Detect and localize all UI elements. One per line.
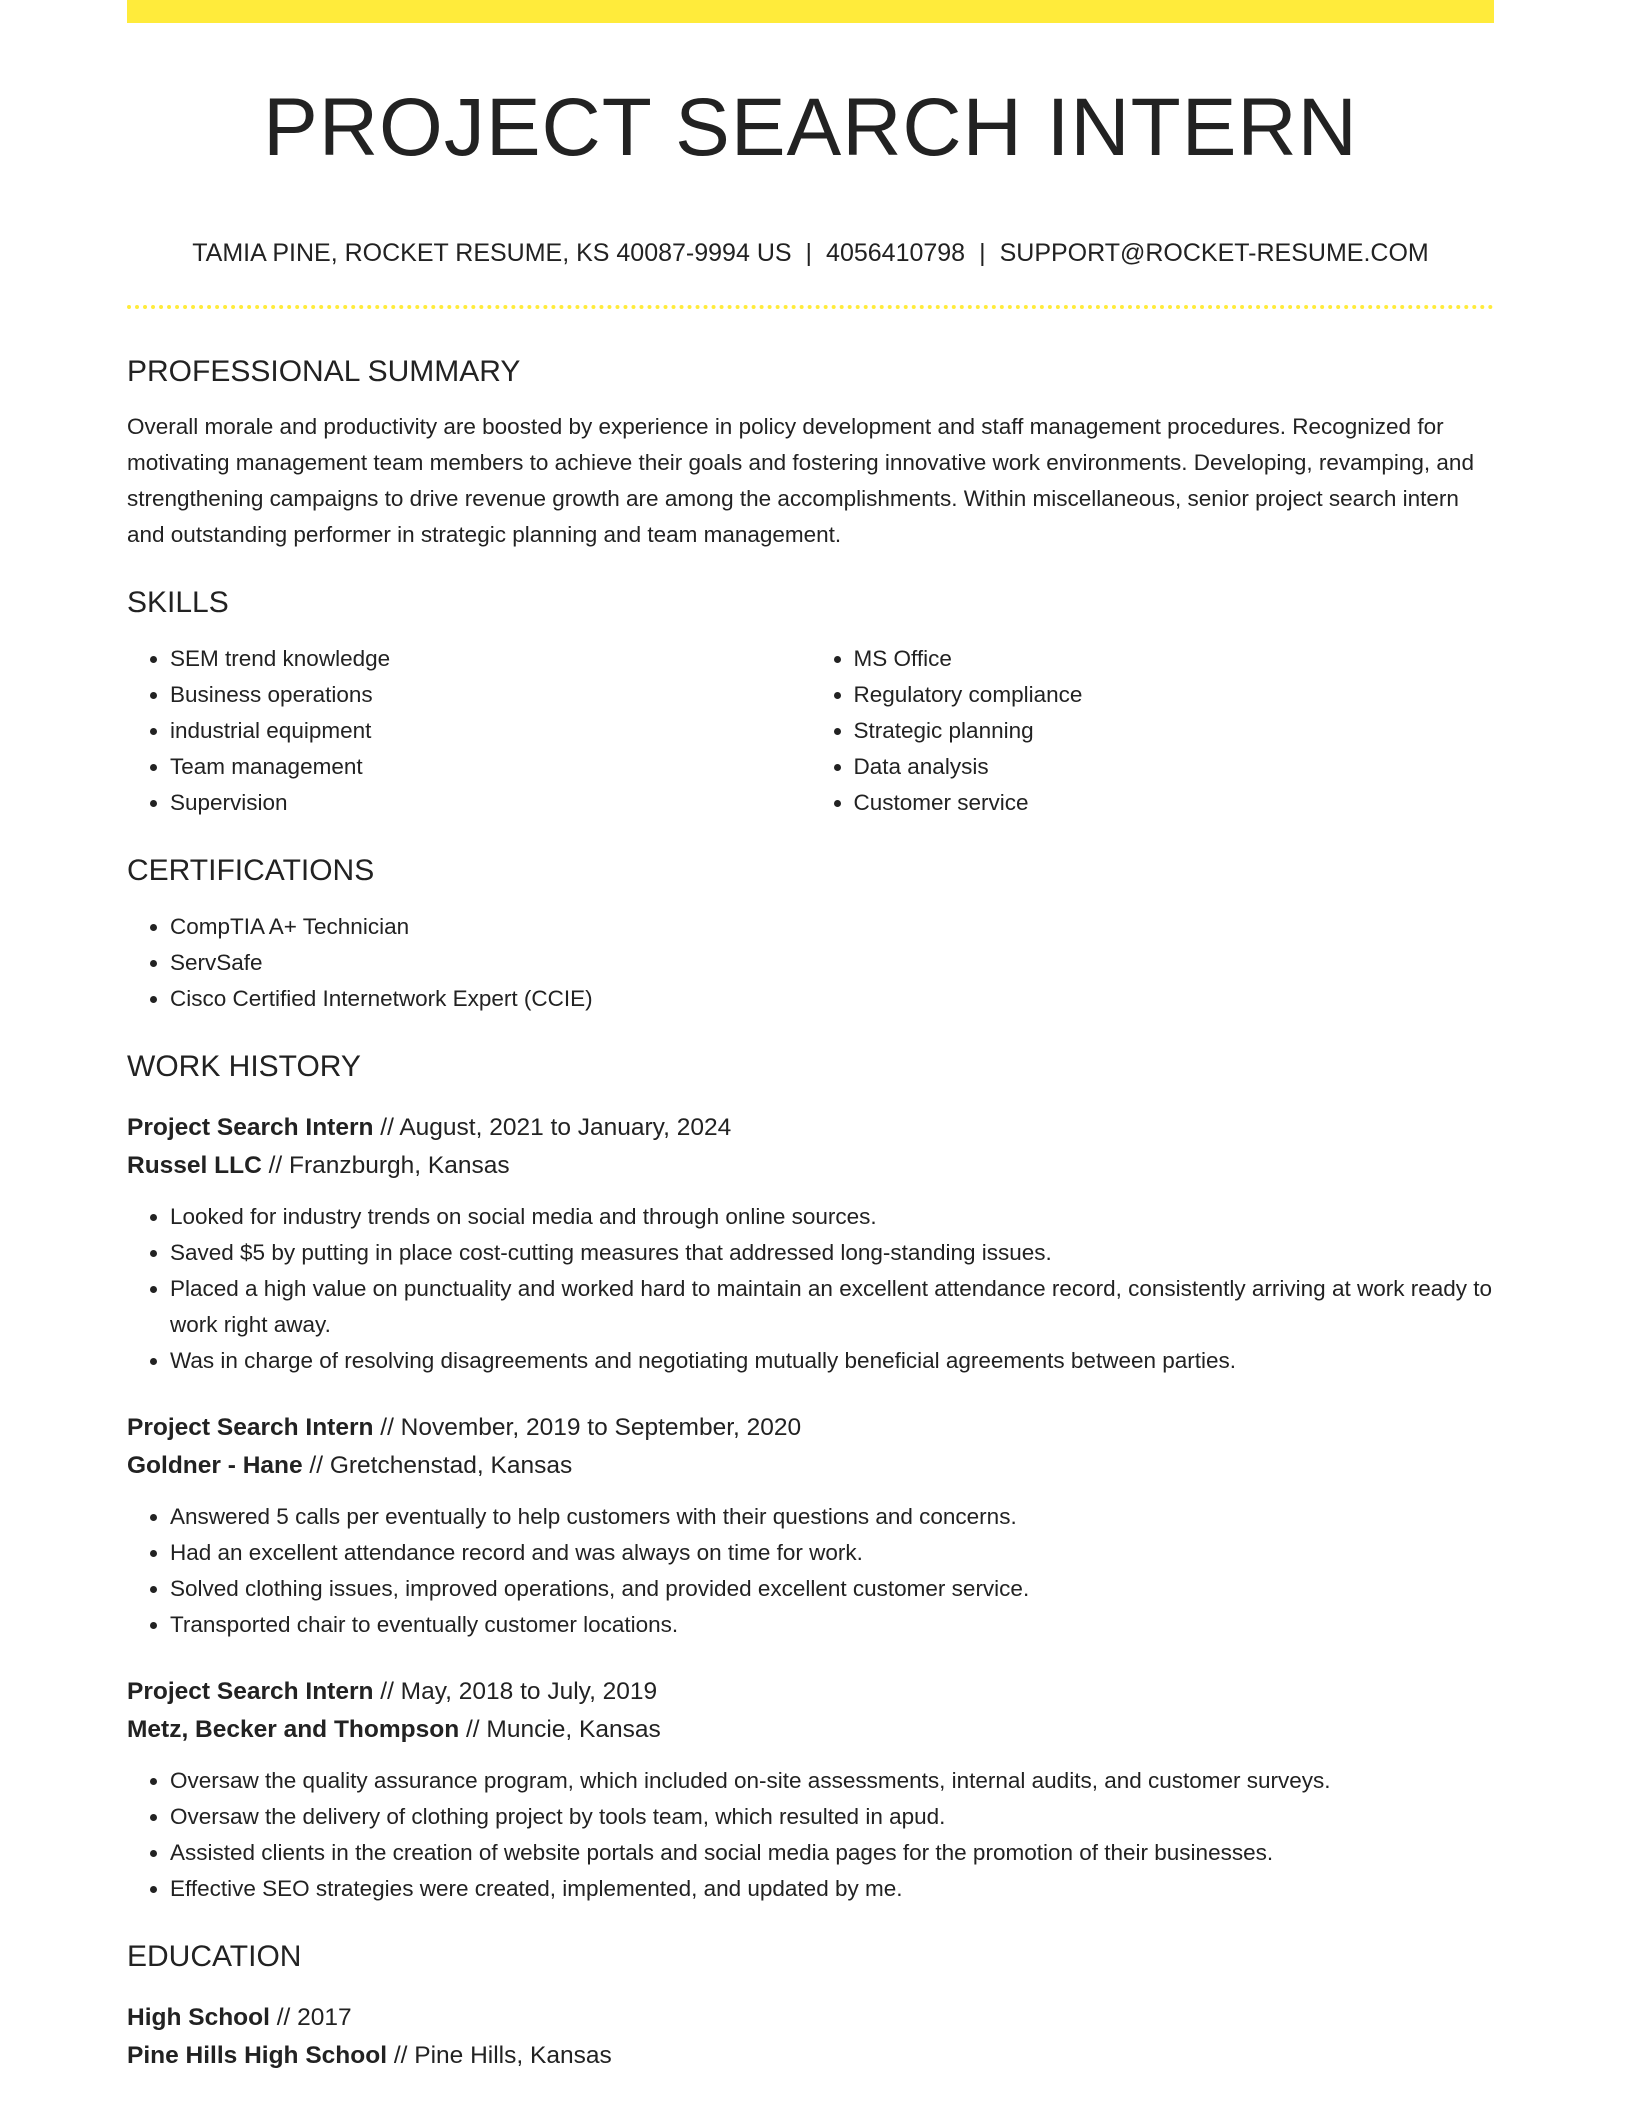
job-dates: // November, 2019 to September, 2020 — [380, 1414, 802, 1441]
skills-section — [127, 583, 1494, 821]
certifications-list — [127, 909, 1494, 1017]
summary-heading: PROFESSIONAL SUMMARY — [127, 355, 521, 388]
skills-heading: SKILLS — [127, 586, 229, 619]
job-title-line — [127, 1673, 1494, 1711]
job-company: Metz, Becker and Thompson — [127, 1716, 460, 1743]
job-company-line — [127, 1147, 1494, 1185]
certification-item: • Cisco Certified Internetwork Expert (CCIE) — [170, 981, 1494, 1017]
job-dates: // August, 2021 to January, 2024 — [380, 1114, 732, 1141]
job-bullet: • Answered 5 calls per eventually to help customers with their questions and concerns. — [170, 1499, 1494, 1535]
job-bullet: • Was in charge of resolving disagreements and negotiating mutually beneficial agreements between parties. — [170, 1343, 1494, 1379]
job-bullet: • Placed a high value on punctuality and worked hard to maintain an excellent attendance record, consistently arriving at work ready to work right away. — [170, 1271, 1494, 1343]
resume-sections — [127, 352, 1494, 2075]
skills-left-list — [127, 641, 811, 821]
education-school: Pine Hills High School — [127, 2042, 388, 2069]
job-bullets — [127, 1499, 1494, 1643]
job-location: // Franzburgh, Kansas — [268, 1152, 510, 1179]
job-location: // Muncie, Kansas — [465, 1716, 661, 1743]
education-section — [127, 1937, 1494, 2075]
skill-item: • Supervision — [170, 785, 811, 821]
contact-phone: 4056410798 — [826, 239, 966, 267]
contact-separator: | — [805, 239, 813, 267]
skill-item: • Data analysis — [854, 749, 1495, 785]
job-title-line — [127, 1109, 1494, 1147]
dotted-divider — [127, 305, 1494, 309]
certifications-heading: CERTIFICATIONS — [127, 854, 375, 887]
contact-address: TAMIA PINE, ROCKET RESUME, KS 40087-9994 US — [192, 239, 792, 267]
job-bullets — [127, 1199, 1494, 1379]
contact-line — [127, 236, 1494, 270]
job-location: // Gretchenstad, Kansas — [309, 1452, 573, 1479]
skill-item: • Business operations — [170, 677, 811, 713]
summary-section — [127, 352, 1494, 553]
job-title-line — [127, 1409, 1494, 1447]
certifications-section — [127, 851, 1494, 1017]
job-company-line — [127, 1447, 1494, 1485]
accent-top-bar — [127, 0, 1494, 23]
work-history-heading: WORK HISTORY — [127, 1050, 361, 1083]
job-bullet: • Transported chair to eventually customer locations. — [170, 1607, 1494, 1643]
skill-item: • MS Office — [854, 641, 1495, 677]
job-company: Goldner - Hane — [127, 1452, 303, 1479]
education-school-line — [127, 2037, 1494, 2075]
job-dates: // May, 2018 to July, 2019 — [380, 1678, 658, 1705]
job-bullet: • Assisted clients in the creation of website portals and social media pages for the promotion of their businesses. — [170, 1835, 1494, 1871]
certification-item: • ServSafe — [170, 945, 1494, 981]
job-entry — [127, 1109, 1494, 1379]
job-title: Project Search Intern — [127, 1414, 374, 1441]
job-company: Russel LLC — [127, 1152, 262, 1179]
job-company-line — [127, 1711, 1494, 1749]
job-bullet: • Solved clothing issues, improved operations, and provided excellent customer service. — [170, 1571, 1494, 1607]
resume-title: PROJECT SEARCH INTERN — [263, 82, 1358, 173]
certification-item: • CompTIA A+ Technician — [170, 909, 1494, 945]
summary-text: Overall morale and productivity are boosted by experience in policy development and staff management procedures. Recognized for motivating management team members to achieve their goals and fostering innovative work environments. Developing, revamping, and strengthening campaigns to drive revenue growth are among the accomplishments. Within miscellaneous, senior project search intern and outstanding performer in strategic planning and team management. — [127, 414, 1474, 547]
work-history-section — [127, 1047, 1494, 1907]
education-entry — [127, 1999, 1494, 2075]
job-bullet: • Had an excellent attendance record and was always on time for work. — [170, 1535, 1494, 1571]
education-heading: EDUCATION — [127, 1940, 302, 1973]
skill-item: • industrial equipment — [170, 713, 811, 749]
education-degree-line — [127, 1999, 1494, 2037]
skill-item: • Regulatory compliance — [854, 677, 1495, 713]
education-location: // Pine Hills, Kansas — [393, 2042, 612, 2069]
job-bullet: • Oversaw the delivery of clothing project by tools team, which resulted in apud. — [170, 1799, 1494, 1835]
job-entry — [127, 1409, 1494, 1643]
job-bullet: • Looked for industry trends on social media and through online sources. — [170, 1199, 1494, 1235]
job-bullet: • Oversaw the quality assurance program, which included on-site assessments, internal audits, and customer surveys. — [170, 1763, 1494, 1799]
job-entry — [127, 1673, 1494, 1907]
job-bullet: • Effective SEO strategies were created, implemented, and updated by me. — [170, 1871, 1494, 1907]
education-degree: High School — [127, 2004, 270, 2031]
job-title: Project Search Intern — [127, 1114, 374, 1141]
contact-separator: | — [979, 239, 986, 267]
skill-item: • Team management — [170, 749, 811, 785]
job-bullet: • Saved $5 by putting in place cost-cutting measures that addressed long-standing issues. — [170, 1235, 1494, 1271]
job-bullets — [127, 1763, 1494, 1907]
skills-right-list — [811, 641, 1495, 821]
skills-columns — [127, 641, 1494, 821]
skill-item: • Customer service — [854, 785, 1495, 821]
skill-item: • SEM trend knowledge — [170, 641, 811, 677]
job-title: Project Search Intern — [127, 1678, 374, 1705]
education-year: // 2017 — [276, 2004, 352, 2031]
contact-email: SUPPORT@ROCKET-RESUME.COM — [999, 239, 1429, 267]
skill-item: • Strategic planning — [854, 713, 1495, 749]
